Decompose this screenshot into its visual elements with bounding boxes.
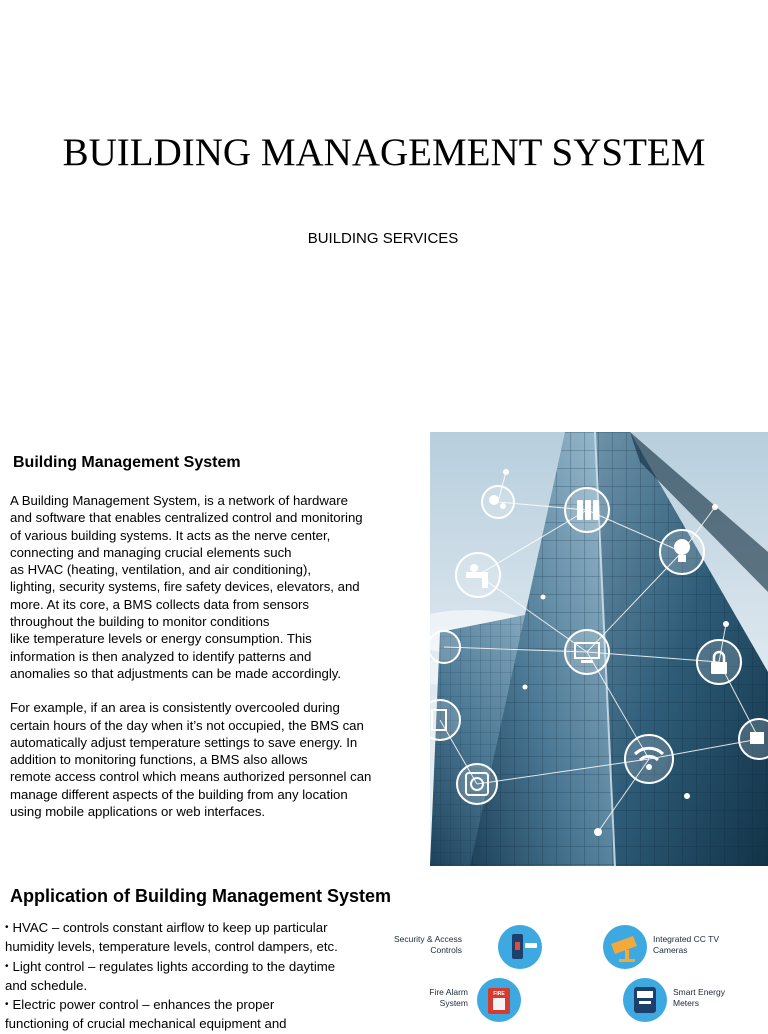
monitor-icon — [565, 630, 609, 674]
overview-body — [10, 492, 420, 837]
overview-heading: Building Management System — [13, 454, 241, 471]
bms-components-graphic — [393, 912, 768, 1024]
slide-title: BUILDING MANAGEMENT SYSTEM — [62, 131, 706, 174]
meter-label-1: Smart Energy — [673, 987, 725, 997]
bullet-icon: • — [5, 960, 9, 972]
list-item: • Light control – regulates lights according to the daytime — [5, 958, 336, 974]
fire-label-1: Fire Alarm — [429, 987, 468, 997]
security-label-2: Controls — [430, 945, 462, 955]
valve-icon — [428, 631, 460, 663]
list-item: functioning of crucial mechanical equipment and — [5, 1016, 287, 1032]
list-item: • Electric power control – enhances the proper — [5, 997, 275, 1013]
applications-list — [5, 918, 400, 1034]
applications-heading: Application of Building Management System — [10, 886, 392, 906]
meter-label-2: Meters — [673, 998, 699, 1008]
overview-paragraph-1: A Building Management System, is a network of hardware and software that enables centralized control and monitoring of various building systems. It acts as the nerve center, connecting and managing crucial elements such as HVAC (heating, ventilation, and air conditioning), lighting, security systems, fire safety devices, elevators, and more. At its core, a BMS collects data from sensors throughout the building to monitor conditions like temperature levels or energy consumption. This information is then analyzed to identify patterns and anomalies so that adjustments can be made accordingly. — [10, 493, 363, 681]
overview-paragraph-2: For example, if an area is consistently overcooled during certain hours of the day when it’s not occupied, the BMS can automatically adjust temperature settings to save energy. In addition to monitoring functions, a BMS also allows remote access control which means authorized personnel can manage different aspects of the building from any location using mobile applications or web interfaces. — [10, 700, 372, 820]
smart-building-photo — [430, 432, 768, 866]
list-item: humidity levels, temperature levels, control dampers, etc. — [5, 939, 338, 955]
cctv-label-2: Cameras — [653, 945, 688, 955]
applications-slide — [0, 866, 768, 1032]
security-label-1: Security & Access — [393, 934, 462, 944]
cctv-label-1: Integrated CC TV — [653, 934, 719, 944]
elevator-icon — [420, 700, 460, 740]
fan-icon — [457, 764, 497, 804]
list-item: and schedule. — [5, 977, 88, 993]
slide-subtitle: BUILDING SERVICES — [307, 230, 459, 247]
bullet-icon: • — [5, 922, 9, 933]
wifi-icon — [625, 735, 673, 783]
fire-badge: FIRE — [493, 991, 505, 997]
bullet-icon: • — [5, 999, 9, 1011]
list-item: • HVAC – controls constant airflow to keep up particular — [5, 920, 328, 935]
title-slide — [0, 0, 768, 432]
overview-slide — [0, 432, 768, 866]
fire-label-2: System — [439, 998, 468, 1008]
